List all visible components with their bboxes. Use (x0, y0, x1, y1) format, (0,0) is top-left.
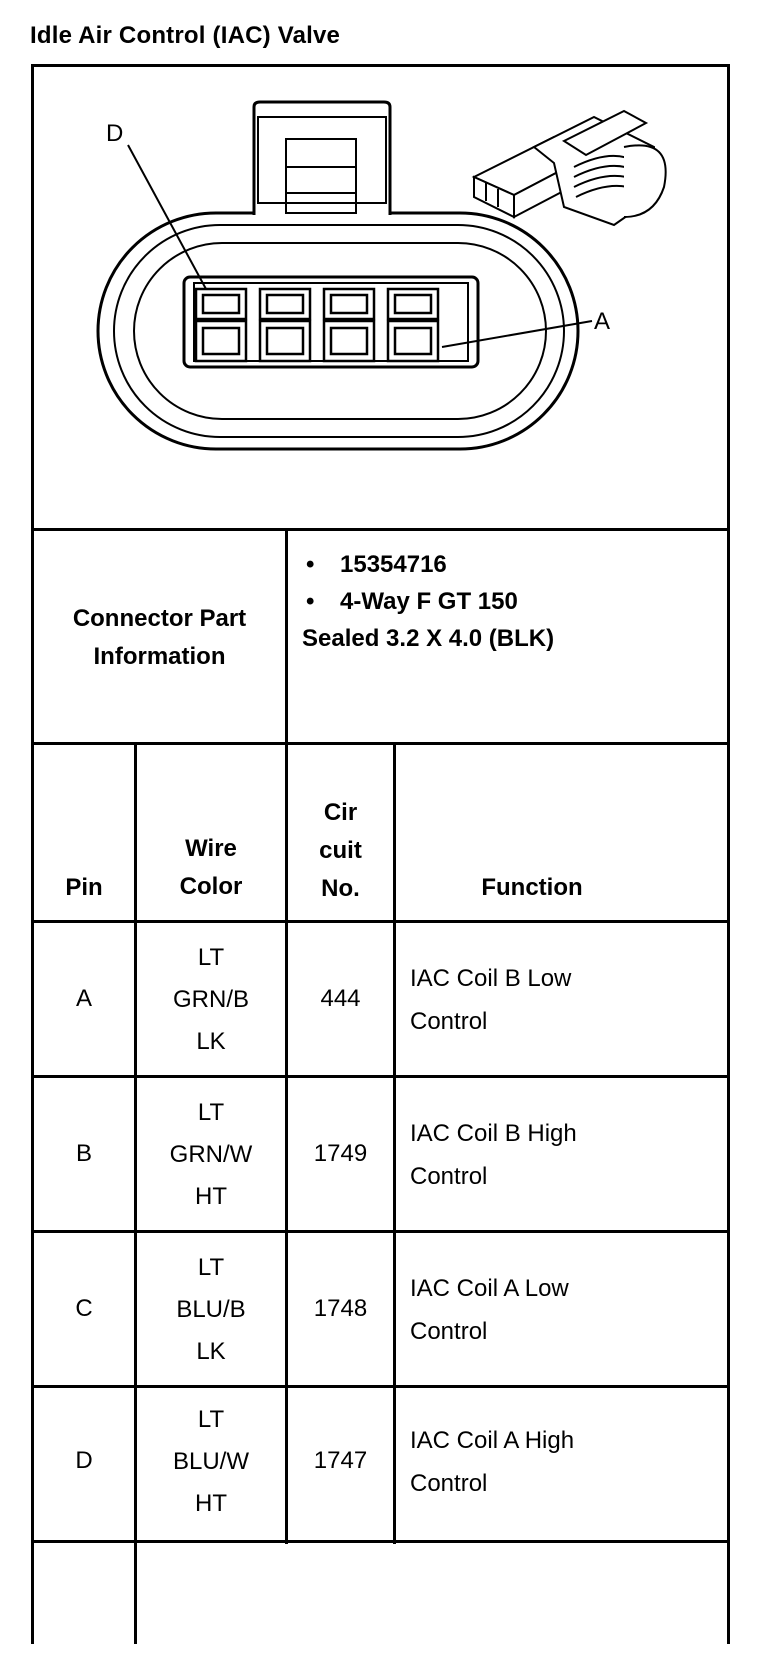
rule-circuit-divider (393, 742, 396, 1544)
bullet-symbol: • (306, 551, 315, 578)
terminal-a (388, 289, 438, 361)
connector-thumbnail (474, 111, 666, 225)
circuit-cell: 444 (320, 985, 361, 1012)
header-function: Function (481, 874, 583, 901)
bullet-symbol: • (306, 588, 315, 615)
connector-info-values (302, 546, 722, 657)
terminal-b (324, 289, 374, 361)
header-pin: Pin (65, 874, 103, 901)
terminal-c (260, 289, 310, 361)
function-cell: IAC Coil B Low Control (410, 965, 572, 1035)
pin-cell: C (75, 1295, 93, 1322)
pin-cell: D (75, 1447, 93, 1474)
connector-diagram (34, 67, 727, 567)
function-cell: IAC Coil B High Control (410, 1120, 577, 1190)
connector-info-label (34, 600, 285, 676)
connector-description: Sealed 3.2 X 4.0 (BLK) (302, 625, 555, 652)
rule-diagram-bottom (31, 528, 730, 531)
page-title: Idle Air Control (IAC) Valve (30, 22, 341, 49)
function-cell: IAC Coil A High Control (410, 1427, 575, 1497)
connector-info-label-line1: Connector Part (72, 605, 247, 632)
wire-color-cell: LT GRN/B LK (172, 944, 249, 1055)
header-wire-color: Wire Color (179, 835, 243, 900)
header-circuit-no: Cir cuit No. (319, 799, 362, 902)
leader-line-d (128, 145, 206, 289)
label-d: D (106, 120, 124, 147)
circuit-cell: 1749 (313, 1140, 368, 1167)
wire-color-cell: LT BLU/B LK (176, 1254, 246, 1365)
pin-cell: B (75, 1140, 92, 1167)
circuit-cell: 1747 (313, 1447, 368, 1474)
wire-color-cell: LT GRN/W HT (169, 1099, 253, 1210)
terminal-d (196, 289, 246, 361)
wire-color-cell: LT BLU/W HT (172, 1406, 249, 1517)
pin-cell: A (75, 985, 92, 1012)
connector-info-label-line2: Information (93, 643, 226, 670)
label-a: A (594, 308, 611, 335)
circuit-cell: 1748 (313, 1295, 368, 1322)
rule-info-divider (285, 528, 288, 1544)
connector-type: • 4-Way F GT 150 (302, 583, 722, 620)
connector-latch (254, 102, 390, 215)
part-number: • 15354716 (302, 546, 722, 583)
function-cell: IAC Coil A Low Control (410, 1275, 569, 1345)
